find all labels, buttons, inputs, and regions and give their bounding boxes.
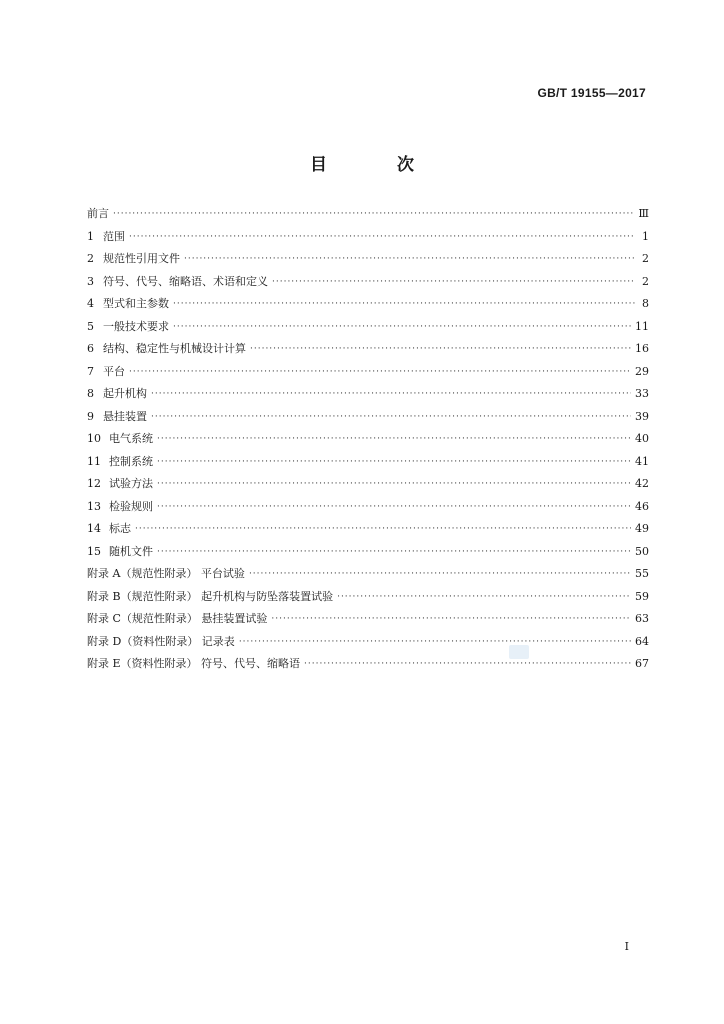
toc-entry-number: 12 [87, 477, 101, 490]
toc-entry-label: 随机文件 [109, 544, 153, 558]
toc-leader-dots [157, 434, 631, 444]
toc-entry-3[interactable] [87, 273, 649, 296]
toc-entry-page: 64 [635, 634, 649, 648]
toc-entry-page: 16 [635, 342, 649, 355]
toc-entry-label: 电气系统 [109, 432, 153, 445]
toc-entry-number: 10 [87, 432, 101, 445]
toc-entry-number: 1 [87, 229, 94, 243]
toc-entry-number: 4 [87, 297, 94, 310]
toc-entry-foreword[interactable] [87, 205, 649, 228]
toc-entry-5[interactable] [87, 318, 649, 341]
toc-entry-label: 附录 D（资料性附录） 记录表 [87, 634, 235, 648]
toc-entry-label: 附录 A（规范性附录） 平台试验 [87, 567, 245, 580]
toc-entry-label: 一般技术要求 [103, 319, 169, 333]
toc-entry-11[interactable] [87, 453, 649, 476]
toc-entry-page: 33 [635, 387, 649, 400]
toc-leader-dots [157, 479, 631, 489]
toc-entry-page: 29 [635, 364, 649, 378]
toc-entry-page: 40 [635, 432, 649, 445]
toc-entry-number: 2 [87, 252, 94, 265]
toc-entry-number: 6 [87, 342, 94, 355]
toc-entry-7[interactable] [87, 363, 649, 386]
toc-entry-number: 5 [87, 319, 94, 333]
toc-leader-dots [129, 232, 635, 242]
toc-entry-page: 59 [635, 589, 649, 603]
toc-leader-dots [184, 254, 635, 264]
toc-entry-number: 11 [87, 454, 101, 468]
toc-leader-dots [157, 502, 631, 512]
toc-leader-dots [173, 322, 631, 332]
toc-entry-13[interactable] [87, 498, 649, 521]
toc-leader-dots [249, 569, 631, 579]
toc-entry-page: 8 [642, 297, 649, 310]
toc-entry-page: 1 [642, 229, 649, 243]
toc-entry-page: 49 [635, 522, 649, 535]
toc-entry-label: 标志 [109, 522, 131, 535]
toc-leader-dots [239, 637, 631, 647]
toc-leader-dots [151, 389, 631, 399]
toc-entry-6[interactable] [87, 340, 649, 363]
toc-entry-label: 范围 [103, 229, 125, 243]
toc-entry-appendix-e[interactable] [87, 655, 649, 678]
toc-leader-dots [151, 412, 631, 422]
toc-entry-label: 型式和主参数 [103, 297, 169, 310]
toc-entry-label: 悬挂装置 [103, 409, 147, 423]
toc-entry-15[interactable] [87, 543, 649, 566]
table-of-contents [87, 205, 649, 678]
toc-entry-label: 检验规则 [109, 499, 153, 513]
toc-entry-page: 55 [635, 567, 649, 580]
toc-entry-number: 15 [87, 544, 101, 558]
toc-entry-8[interactable] [87, 385, 649, 408]
toc-entry-number: 9 [87, 409, 94, 423]
page-number: I [624, 940, 629, 953]
toc-entry-9[interactable] [87, 408, 649, 431]
toc-leader-dots [157, 547, 631, 557]
toc-entry-page: 11 [635, 319, 649, 333]
toc-entry-1[interactable] [87, 228, 649, 251]
toc-entry-page: 39 [635, 409, 649, 423]
toc-entry-14[interactable] [87, 520, 649, 543]
toc-entry-number: 7 [87, 364, 94, 378]
toc-entry-label: 附录 E（资料性附录） 符号、代号、缩略语 [87, 657, 301, 670]
toc-leader-dots [272, 277, 635, 287]
toc-entry-label: 前言 [87, 207, 109, 220]
toc-entry-page: 63 [635, 612, 649, 625]
toc-entry-number: 14 [87, 522, 101, 535]
toc-entry-page: 2 [642, 252, 649, 265]
toc-leader-dots [173, 299, 635, 309]
toc-leader-dots [113, 209, 634, 219]
toc-title: 目 次 [310, 155, 446, 175]
toc-entry-page: 67 [635, 657, 649, 670]
toc-entry-appendix-c[interactable] [87, 610, 649, 633]
toc-leader-dots [271, 614, 631, 624]
standard-code: GB/T 19155—2017 [537, 86, 646, 100]
toc-entry-number: 8 [87, 387, 94, 400]
toc-entry-label: 平台 [103, 364, 125, 378]
toc-entry-page: 41 [635, 454, 649, 468]
toc-leader-dots [157, 457, 631, 467]
toc-entry-appendix-d[interactable] [87, 633, 649, 656]
toc-entry-number: 3 [87, 274, 94, 288]
toc-leader-dots [135, 524, 631, 534]
toc-leader-dots [337, 592, 631, 602]
toc-entry-page: Ⅲ [638, 207, 649, 220]
toc-entry-label: 附录 B（规范性附录） 起升机构与防坠落装置试验 [87, 589, 334, 603]
toc-entry-appendix-b[interactable] [87, 588, 649, 611]
toc-entry-label: 试验方法 [109, 477, 153, 490]
toc-entry-10[interactable] [87, 430, 649, 453]
toc-entry-label: 控制系统 [109, 454, 153, 468]
toc-entry-page: 46 [635, 499, 649, 513]
toc-entry-label: 起升机构 [103, 387, 147, 400]
toc-entry-2[interactable] [87, 250, 649, 273]
toc-entry-label: 结构、稳定性与机械设计计算 [103, 342, 246, 355]
watermark-mark [509, 645, 529, 659]
toc-entry-appendix-a[interactable] [87, 565, 649, 588]
toc-entry-page: 2 [642, 274, 649, 288]
toc-entry-label: 附录 C（规范性附录） 悬挂装置试验 [87, 612, 268, 625]
toc-entry-4[interactable] [87, 295, 649, 318]
toc-entry-label: 符号、代号、缩略语、术语和定义 [103, 274, 268, 288]
toc-entry-label: 规范性引用文件 [103, 252, 180, 265]
toc-leader-dots [129, 367, 631, 377]
toc-entry-number: 13 [87, 499, 101, 513]
toc-leader-dots [250, 344, 631, 354]
toc-leader-dots [304, 659, 631, 669]
toc-entry-page: 42 [635, 477, 649, 490]
toc-entry-page: 50 [635, 544, 649, 558]
toc-entry-12[interactable] [87, 475, 649, 498]
